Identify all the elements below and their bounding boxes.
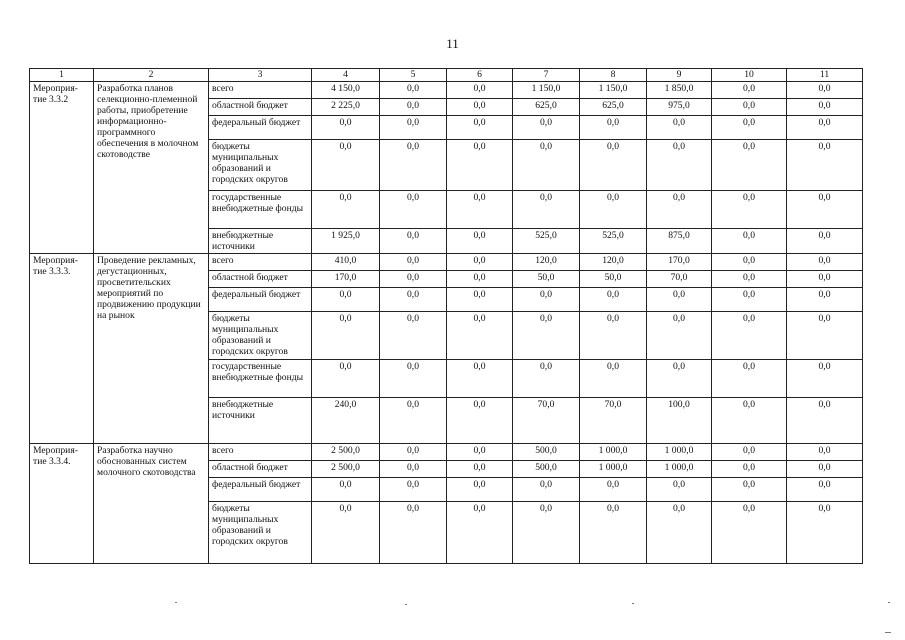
amount-cell: 0,0 — [787, 444, 863, 461]
amount-cell: 0,0 — [513, 191, 580, 229]
amount-cell: 0,0 — [787, 116, 863, 140]
column-header: 6 — [447, 69, 513, 82]
amount-cell: 0,0 — [312, 191, 380, 229]
amount-cell: 0,0 — [380, 478, 447, 502]
scan-speck — [405, 604, 407, 605]
amount-cell: 525,0 — [513, 229, 580, 254]
amount-cell: 0,0 — [787, 288, 863, 312]
activity-title: Проведение рекламных, дегустационных, просветительских мероприятий по продвижению продукции на рынок — [94, 254, 209, 444]
amount-cell: 975,0 — [647, 99, 712, 116]
amount-cell: 0,0 — [312, 140, 380, 191]
funding-source: всего — [209, 444, 312, 461]
amount-cell: 0,0 — [380, 271, 447, 288]
amount-cell: 0,0 — [447, 398, 513, 444]
amount-cell: 0,0 — [312, 288, 380, 312]
amount-cell: 0,0 — [447, 478, 513, 502]
amount-cell: 0,0 — [580, 360, 647, 398]
amount-cell: 0,0 — [647, 116, 712, 140]
amount-cell: 0,0 — [580, 502, 647, 564]
table-body — [30, 82, 863, 564]
amount-cell: 0,0 — [380, 312, 447, 360]
amount-cell: 0,0 — [380, 191, 447, 229]
funding-source: областной бюджет — [209, 461, 312, 478]
amount-cell: 0,0 — [712, 140, 787, 191]
amount-cell: 0,0 — [312, 116, 380, 140]
amount-cell: 4 150,0 — [312, 82, 380, 99]
amount-cell: 0,0 — [787, 140, 863, 191]
amount-cell: 0,0 — [380, 99, 447, 116]
funding-source: федеральный бюджет — [209, 288, 312, 312]
amount-cell: 240,0 — [312, 398, 380, 444]
amount-cell: 0,0 — [380, 140, 447, 191]
amount-cell: 0,0 — [712, 502, 787, 564]
amount-cell: 0,0 — [712, 312, 787, 360]
amount-cell: 0,0 — [580, 116, 647, 140]
amount-cell: 0,0 — [447, 271, 513, 288]
amount-cell: 0,0 — [380, 116, 447, 140]
funding-source: внебюджетные источники — [209, 398, 312, 444]
amount-cell: 0,0 — [712, 99, 787, 116]
amount-cell: 525,0 — [580, 229, 647, 254]
amount-cell: 70,0 — [647, 271, 712, 288]
amount-cell: 0,0 — [712, 254, 787, 271]
amount-cell: 0,0 — [787, 360, 863, 398]
amount-cell: 0,0 — [712, 398, 787, 444]
amount-cell: 0,0 — [580, 312, 647, 360]
column-header: 5 — [380, 69, 447, 82]
amount-cell: 0,0 — [380, 82, 447, 99]
funding-source: внебюджетные источники — [209, 229, 312, 254]
funding-source: федеральный бюджет — [209, 478, 312, 502]
amount-cell: 2 500,0 — [312, 461, 380, 478]
amount-cell: 0,0 — [447, 191, 513, 229]
amount-cell: 2 500,0 — [312, 444, 380, 461]
amount-cell: 1 925,0 — [312, 229, 380, 254]
amount-cell: 50,0 — [580, 271, 647, 288]
amount-cell: 120,0 — [513, 254, 580, 271]
table-row — [30, 82, 863, 99]
amount-cell: 0,0 — [647, 312, 712, 360]
amount-cell: 0,0 — [312, 502, 380, 564]
amount-cell: 0,0 — [712, 116, 787, 140]
amount-cell: 0,0 — [712, 478, 787, 502]
column-header: 2 — [94, 69, 209, 82]
amount-cell: 0,0 — [580, 191, 647, 229]
funding-source: всего — [209, 254, 312, 271]
amount-cell: 0,0 — [447, 140, 513, 191]
amount-cell: 0,0 — [787, 271, 863, 288]
amount-cell: 0,0 — [447, 99, 513, 116]
amount-cell: 0,0 — [647, 478, 712, 502]
amount-cell: 0,0 — [712, 191, 787, 229]
column-header: 8 — [580, 69, 647, 82]
amount-cell: 0,0 — [380, 254, 447, 271]
amount-cell: 500,0 — [513, 444, 580, 461]
amount-cell: 0,0 — [447, 288, 513, 312]
activity-code: Мероприя-тие 3.3.2 — [30, 82, 94, 254]
page-number: 11 — [446, 36, 459, 51]
amount-cell: 0,0 — [647, 502, 712, 564]
amount-cell: 500,0 — [513, 461, 580, 478]
amount-cell: 1 000,0 — [580, 461, 647, 478]
funding-source: областной бюджет — [209, 271, 312, 288]
amount-cell: 100,0 — [647, 398, 712, 444]
funding-source: государственные внебюджетные фонды — [209, 360, 312, 398]
activity-title: Разработка планов селекционно-племенной работы, приобретение информационно-программного обеспечения в молочном скотоводстве — [94, 82, 209, 254]
header-row — [30, 69, 863, 82]
amount-cell: 0,0 — [513, 360, 580, 398]
amount-cell: 410,0 — [312, 254, 380, 271]
amount-cell: 170,0 — [312, 271, 380, 288]
amount-cell: 0,0 — [513, 478, 580, 502]
amount-cell: 0,0 — [380, 360, 447, 398]
column-header: 11 — [787, 69, 863, 82]
funding-source: государственные внебюджетные фонды — [209, 191, 312, 229]
amount-cell: 0,0 — [447, 444, 513, 461]
column-header: 7 — [513, 69, 580, 82]
table-row — [30, 444, 863, 461]
funding-source: областной бюджет — [209, 99, 312, 116]
amount-cell: 0,0 — [380, 398, 447, 444]
amount-cell: 0,0 — [787, 461, 863, 478]
amount-cell: 0,0 — [447, 82, 513, 99]
amount-cell: 0,0 — [380, 288, 447, 312]
column-header: 9 — [647, 69, 712, 82]
column-header: 4 — [312, 69, 380, 82]
funding-source: бюджеты муниципальных образований и городских округов — [209, 502, 312, 564]
scan-speck — [885, 632, 891, 633]
amount-cell: 0,0 — [447, 360, 513, 398]
amount-cell: 0,0 — [787, 312, 863, 360]
amount-cell: 0,0 — [380, 461, 447, 478]
amount-cell: 0,0 — [447, 254, 513, 271]
amount-cell: 0,0 — [580, 288, 647, 312]
amount-cell: 0,0 — [787, 229, 863, 254]
amount-cell: 1 150,0 — [580, 82, 647, 99]
amount-cell: 0,0 — [787, 478, 863, 502]
amount-cell: 0,0 — [312, 312, 380, 360]
amount-cell: 0,0 — [712, 271, 787, 288]
amount-cell: 1 150,0 — [513, 82, 580, 99]
amount-cell: 625,0 — [513, 99, 580, 116]
amount-cell: 0,0 — [647, 191, 712, 229]
amount-cell: 170,0 — [647, 254, 712, 271]
amount-cell: 0,0 — [712, 229, 787, 254]
funding-source: федеральный бюджет — [209, 116, 312, 140]
amount-cell: 70,0 — [580, 398, 647, 444]
amount-cell: 0,0 — [447, 229, 513, 254]
amount-cell: 0,0 — [312, 478, 380, 502]
amount-cell: 0,0 — [712, 461, 787, 478]
column-header: 1 — [30, 69, 94, 82]
amount-cell: 70,0 — [513, 398, 580, 444]
activity-code: Мероприя-тие 3.3.4. — [30, 444, 94, 564]
amount-cell: 1 000,0 — [647, 461, 712, 478]
amount-cell: 0,0 — [580, 478, 647, 502]
amount-cell: 0,0 — [380, 229, 447, 254]
amount-cell: 2 225,0 — [312, 99, 380, 116]
amount-cell: 1 000,0 — [580, 444, 647, 461]
amount-cell: 0,0 — [513, 288, 580, 312]
amount-cell: 0,0 — [787, 99, 863, 116]
amount-cell: 0,0 — [647, 288, 712, 312]
amount-cell: 0,0 — [787, 254, 863, 271]
amount-cell: 0,0 — [447, 502, 513, 564]
amount-cell: 625,0 — [580, 99, 647, 116]
amount-cell: 0,0 — [712, 360, 787, 398]
amount-cell: 0,0 — [380, 444, 447, 461]
amount-cell: 120,0 — [580, 254, 647, 271]
amount-cell: 0,0 — [447, 116, 513, 140]
activity-code: Мероприя-тие 3.3.3. — [30, 254, 94, 444]
amount-cell: 0,0 — [513, 116, 580, 140]
amount-cell: 0,0 — [580, 140, 647, 191]
amount-cell: 1 850,0 — [647, 82, 712, 99]
amount-cell: 875,0 — [647, 229, 712, 254]
amount-cell: 0,0 — [787, 191, 863, 229]
amount-cell: 0,0 — [513, 502, 580, 564]
amount-cell: 0,0 — [787, 502, 863, 564]
column-header: 3 — [209, 69, 312, 82]
amount-cell: 0,0 — [513, 140, 580, 191]
amount-cell: 0,0 — [787, 398, 863, 444]
funding-source: всего — [209, 82, 312, 99]
amount-cell: 0,0 — [380, 502, 447, 564]
amount-cell: 0,0 — [447, 312, 513, 360]
amount-cell: 0,0 — [647, 140, 712, 191]
amount-cell: 0,0 — [712, 82, 787, 99]
activity-title: Разработка научно обоснованных систем молочного скотоводства — [94, 444, 209, 564]
amount-cell: 0,0 — [712, 288, 787, 312]
amount-cell: 0,0 — [513, 312, 580, 360]
scan-speck — [175, 602, 177, 603]
amount-cell: 0,0 — [447, 461, 513, 478]
column-header: 10 — [712, 69, 787, 82]
amount-cell: 0,0 — [787, 82, 863, 99]
amount-cell: 0,0 — [312, 360, 380, 398]
amount-cell: 50,0 — [513, 271, 580, 288]
funding-source: бюджеты муниципальных образований и городских округов — [209, 312, 312, 360]
scan-speck — [632, 603, 634, 604]
amount-cell: 0,0 — [647, 360, 712, 398]
funding-source: бюджеты муниципальных образований и городских округов — [209, 140, 312, 191]
scan-speck — [888, 602, 890, 603]
budget-table — [29, 68, 863, 564]
table-row — [30, 254, 863, 271]
amount-cell: 1 000,0 — [647, 444, 712, 461]
amount-cell: 0,0 — [712, 444, 787, 461]
